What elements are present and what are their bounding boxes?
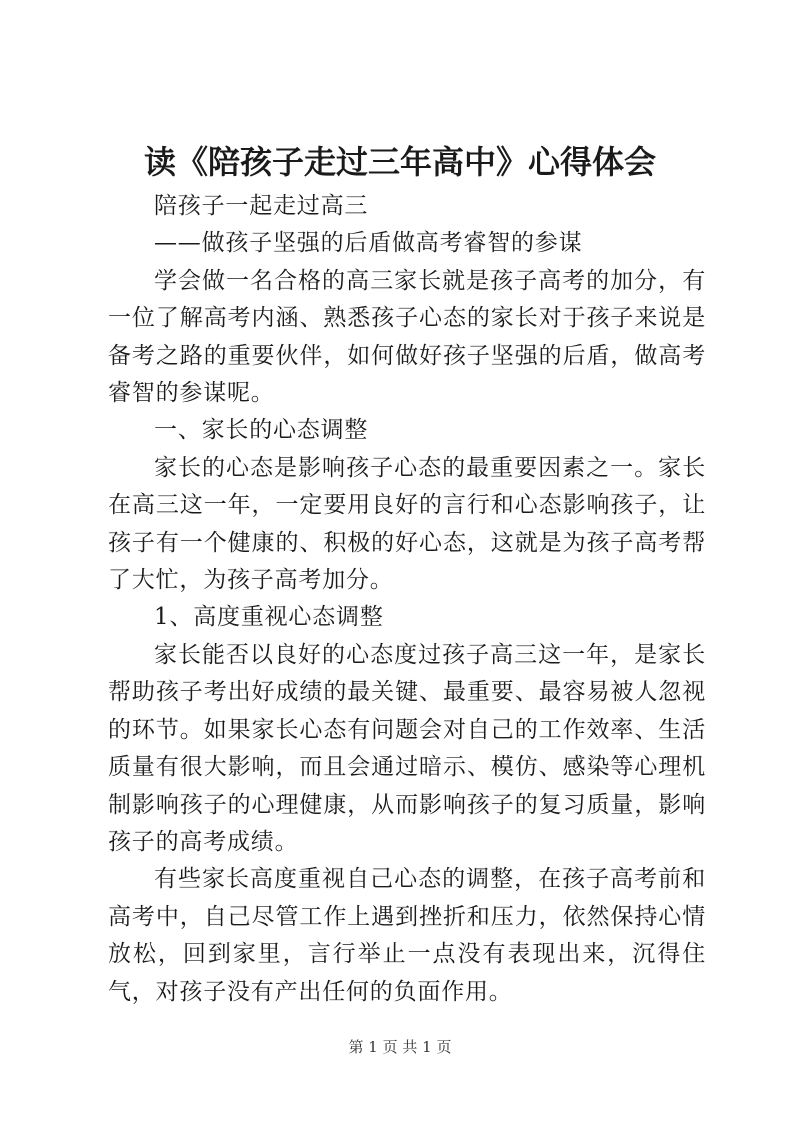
section-heading-1: 一、家长的心态调整: [154, 417, 369, 444]
page-number-footer: 第 1 页 共 1 页: [348, 1038, 452, 1056]
body-paragraph: 有些家长高度重视自己心态的调整，在孩子高考前和高考中，自己尽管工作上遇到挫折和压力，依然保持心情放松，回到家里，言行举止一点没有表现出来，沉得住气，对孩子没有产出任何的负面作用。: [108, 866, 706, 1005]
body-paragraph: 家长的心态是影响孩子心态的最重要因素之一。家长在高三这一年，一定要用良好的言行和心态影响孩子，让孩子有一个健康的、积极的好心态，这就是为孩子高考帮了大忙，为孩子高考加分。: [108, 454, 706, 594]
subtitle-dash-paragraph: ——做孩子坚强的后盾做高考睿智的参谋: [154, 230, 583, 257]
intro-paragraph: 学会做一名合格的高三家长就是孩子高考的加分，有一位了解高考内涵、熟悉孩子心态的家长对于孩子来说是备考之路的重要伙伴，如何做好孩子坚强的后盾，做高考睿智的参谋呢。: [108, 267, 706, 407]
document-body: [108, 188, 706, 1011]
body-paragraph: 家长能否以良好的心态度过孩子高三这一年，是家长帮助孩子考出好成绩的最关键、最重要、最容易被人忽视的环节。如果家长心态有问题会对自己的工作效率、生活质量有很大影响，而且会通过暗示、模仿、感染等心理机制影响孩子的心理健康，从而影响孩子的复习质量，影响孩子的高考成绩。: [108, 641, 706, 855]
subtitle-paragraph: 陪孩子一起走过高三: [154, 193, 369, 219]
document-title: 读《陪孩子走过三年高中》心得体会: [143, 143, 656, 181]
subsection-heading-1: 1、高度重视心态调整: [154, 604, 384, 631]
